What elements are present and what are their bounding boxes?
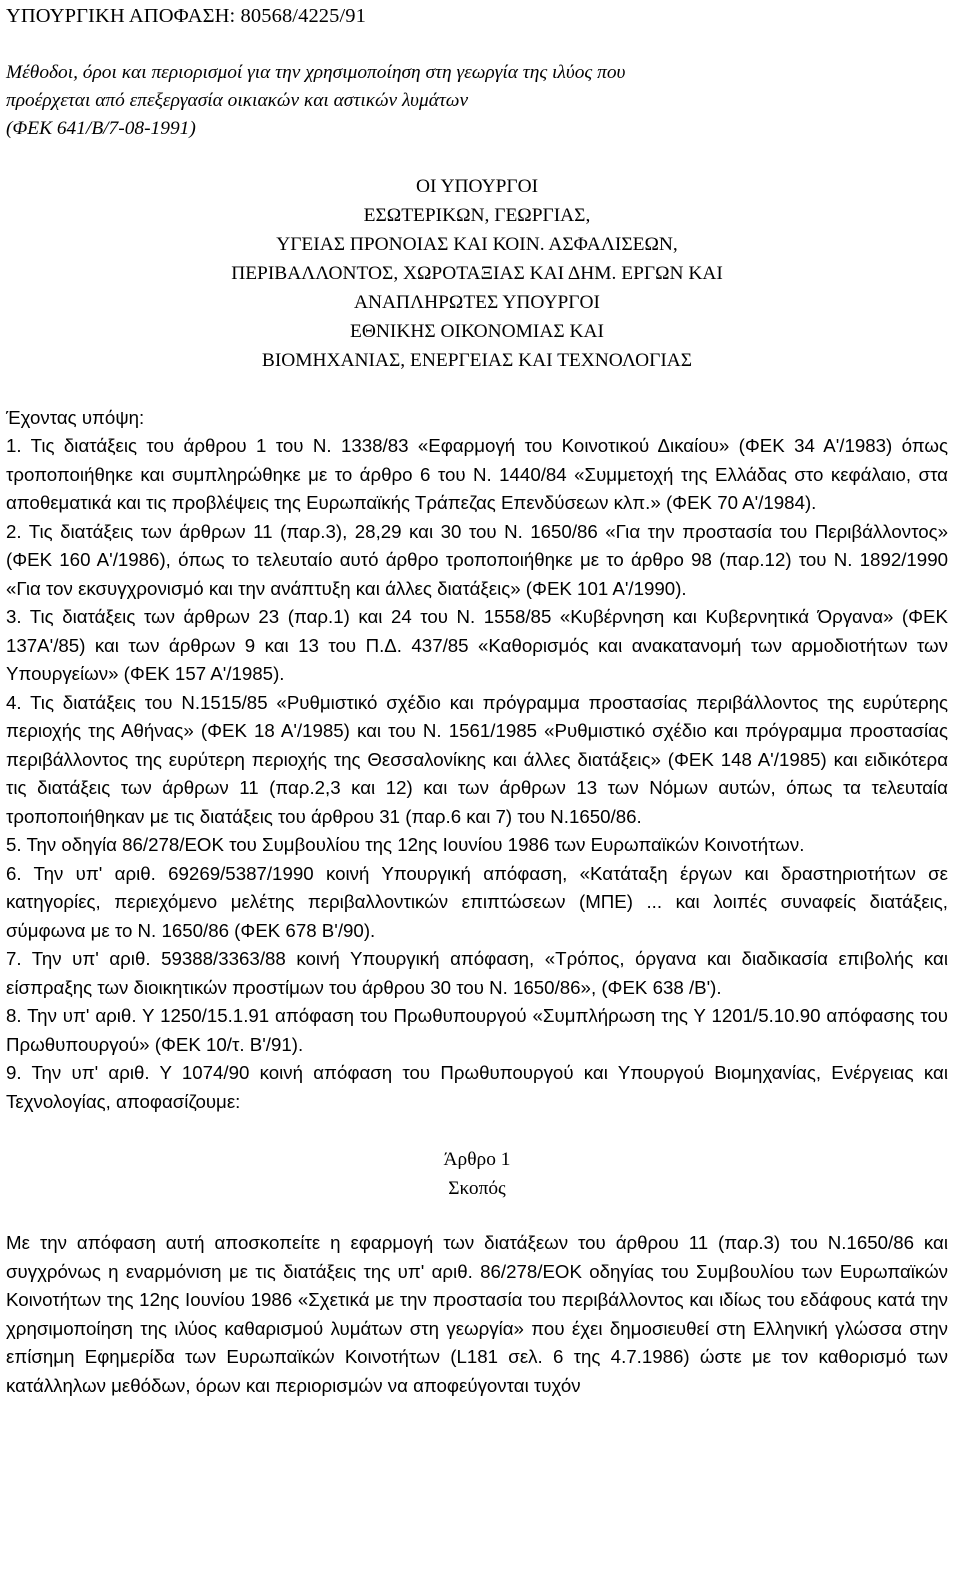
consideration-item: 3. Τις διατάξεις των άρθρων 23 (παρ.1) και 24 του Ν. 1558/85 «Κυβέρνηση και Κυβερνητικά Όργανα» (ΦΕΚ 137Α'/85) και των άρθρων 9 και 13 του Π.Δ. 437/85 «Καθορισμός και ανακατανομή των αρμοδιοτήτων των Υπουργείων» (ΦΕΚ 157 Α'/1985). (6, 606, 948, 685)
consideration-item: 6. Την υπ' αριθ. 69269/5387/1990 κοινή Υπουργική απόφαση, «Κατάταξη έργων και δραστηριοτήτων σε κατηγορίες, περιεχόμενο μελέτης περιβαλλοντικών επιπτώσεων (ΜΠΕ) ... και λοιπές συναφείς διατάξεις, σύμφωνα με το Ν. 1650/86 (ΦΕΚ 678 Β'/90). (6, 862, 948, 941)
consideration-item: 9. Την υπ' αριθ. Υ 1074/90 κοινή απόφαση του Πρωθυπουργού και Υπουργού Βιομηχανίας, Ενέργειας και Τεχνολογίας, αποφασίζουμε: (6, 1062, 948, 1112)
ministers-line: ΥΓΕΙΑΣ ΠΡΟΝΟΙΑΣ ΚΑΙ ΚΟΙΝ. ΑΣΦΑΛΙΣΕΩΝ, (276, 233, 678, 255)
decision-subject (6, 59, 948, 144)
ministers-line: ΟΙ ΥΠΟΥΡΓΟΙ (415, 175, 539, 197)
consideration-item: 2. Τις διατάξεις των άρθρων 11 (παρ.3), 28,29 και 30 του Ν. 1650/86 «Για την προστασία του Περιβάλλοντος» (ΦΕΚ 160 Α'/1986), όπως το τελευταίο αυτό άρθρο τροποποιήθηκε με το άρθρο 98 (παρ.12) του Ν. 1892/1990 «Για τον εκσυγχρονισμό και την ανάπτυξη και άλλες διατάξεις» (ΦΕΚ 101 Α'/1990). (6, 520, 948, 599)
preamble-intro: Έχοντας υπόψη: (6, 406, 145, 428)
ministers-line: ΒΙΟΜΗΧΑΝΙΑΣ, ΕΝΕΡΓΕΙΑΣ ΚΑΙ ΤΕΧΝΟΛΟΓΙΑΣ (261, 349, 693, 371)
consideration-item: 5. Την οδηγία 86/278/ΕΟΚ του Συμβουλίου της 12ης Ιουνίου 1986 των Ευρωπαϊκών Κοινοτήτων. (6, 834, 805, 856)
consideration-item: 8. Την υπ' αριθ. Υ 1250/15.1.91 απόφαση του Πρωθυπουργού «Συμπλήρωση της Υ 1201/5.10.90 απόφασης του Πρωθυπουργού» (ΦΕΚ 10/τ. Β'/91). (6, 1005, 948, 1055)
preamble (6, 404, 948, 1117)
ministers-heading (6, 172, 948, 375)
ministers-line: ΑΝΑΠΛΗΡΩΤΕΣ ΥΠΟΥΡΓΟΙ (354, 291, 600, 313)
consideration-item: 1. Τις διατάξεις του άρθρου 1 του Ν. 1338/83 «Εφαρμογή του Κοινοτικού Δικαίου» (ΦΕΚ 34 Α'/1983) όπως τροποποιήθηκε και συμπληρώθηκε με το άρθρο 6 του Ν. 1440/84 «Συμμετοχή της Ελλάδας στο κεφάλαιο, στα αποθεματικά και τις προβλέψεις της Ευρωπαϊκής Τράπεζας Επενδύσεων κλπ.» (ΦΕΚ 70 Α'/1984). (6, 435, 948, 514)
article-title: Σκοπός (448, 1178, 506, 1200)
article-body: Με την απόφαση αυτή αποσκοπείτε η εφαρμογή των διατάξεων του άρθρου 11 (παρ.3) του Ν.1650/86 και συγχρόνως η εναρμόνιση με τις διατάξεις της υπ' αριθ. 86/278/ΕΟΚ οδηγίας του Συμβουλίου των Ευρωπαϊκών Κοινοτήτων της 12ης Ιουνίου 1986 «Σχετικά με την προστασία του περιβάλλοντος και ιδίως του εδάφους κατά την χρησιμοποίηση της ιλύος καθαρισμού λυμάτων στη γεωργία» που έχει δημοσιευθεί στη Ελληνική γλώσσα στην επίσημη Εφημερίδα των Ευρωπαϊκών Κοινοτήτων (L181 σελ. 6 της 4.7.1986) ώστε με τον καθορισμό των κατάλληλων μεθόδων, όρων και περιορισμών να αποφεύγονται τυχόν (6, 1232, 948, 1396)
consideration-item: 4. Τις διατάξεις του Ν.1515/85 «Ρυθμιστικό σχέδιο και πρόγραμμα προστασίας περιβάλλοντος της ευρύτερης περιοχής της Αθήνας» (ΦΕΚ 18 Α'/1985) και του Ν. 1561/1985 «Ρυθμιστικό σχέδιο και πρόγραμμα προστασίας περιβάλλοντος της ευρύτερη περιοχής της Θεσσαλονίκης και άλλες διατάξεις» (ΦΕΚ 148 Α'/1985) και ειδικότερα τις διατάξεις των άρθρων 11 (παρ.2,3 και 12) και των άρθρων 13 των Νόμων αυτών, όπως τα τελευταία τροποποιήθηκαν με τις διατάξεις του άρθρου 31 (παρ.6 και 7) του Ν.1650/86. (6, 691, 948, 827)
subject-line: Μέθοδοι, όροι και περιορισμοί για την χρησιμοποίηση στη γεωργία της ιλύος που (6, 62, 626, 83)
consideration-item: 7. Την υπ' αριθ. 59388/3363/88 κοινή Υπουργική απόφαση, «Τρόπος, όργανα και διαδικασία επιβολής και είσπραξης των διοικητικών προστίμων του άρθρου 30 του Ν. 1650/86», (ΦΕΚ 638 /Β'). (6, 948, 948, 998)
article-heading (6, 1145, 948, 1203)
article-number: Άρθρο 1 (443, 1149, 511, 1171)
ministers-line: ΕΘΝΙΚΗΣ ΟΙΚΟΝΟΜΙΑΣ ΚΑΙ (350, 320, 604, 342)
subject-line: προέρχεται από επεξεργασία οικιακών και αστικών λυμάτων (6, 90, 469, 112)
ministers-line: ΠΕΡΙΒΑΛΛΟΝΤΟΣ, ΧΩΡΟΤΑΞΙΑΣ ΚΑΙ ΔΗΜ. ΕΡΓΩΝ ΚΑΙ (231, 262, 723, 284)
decision-title: ΥΠΟΥΡΓΙΚΗ ΑΠΟΦΑΣΗ: 80568/4225/91 (6, 5, 366, 27)
considerations-list (6, 432, 948, 1116)
document-page (6, 2, 948, 1400)
ministers-line: ΕΣΩΤΕΡΙΚΩΝ, ΓΕΩΡΓΙΑΣ, (363, 204, 591, 226)
subject-gazette-reference: (ΦΕΚ 641/Β/7-08-1991) (6, 118, 196, 140)
